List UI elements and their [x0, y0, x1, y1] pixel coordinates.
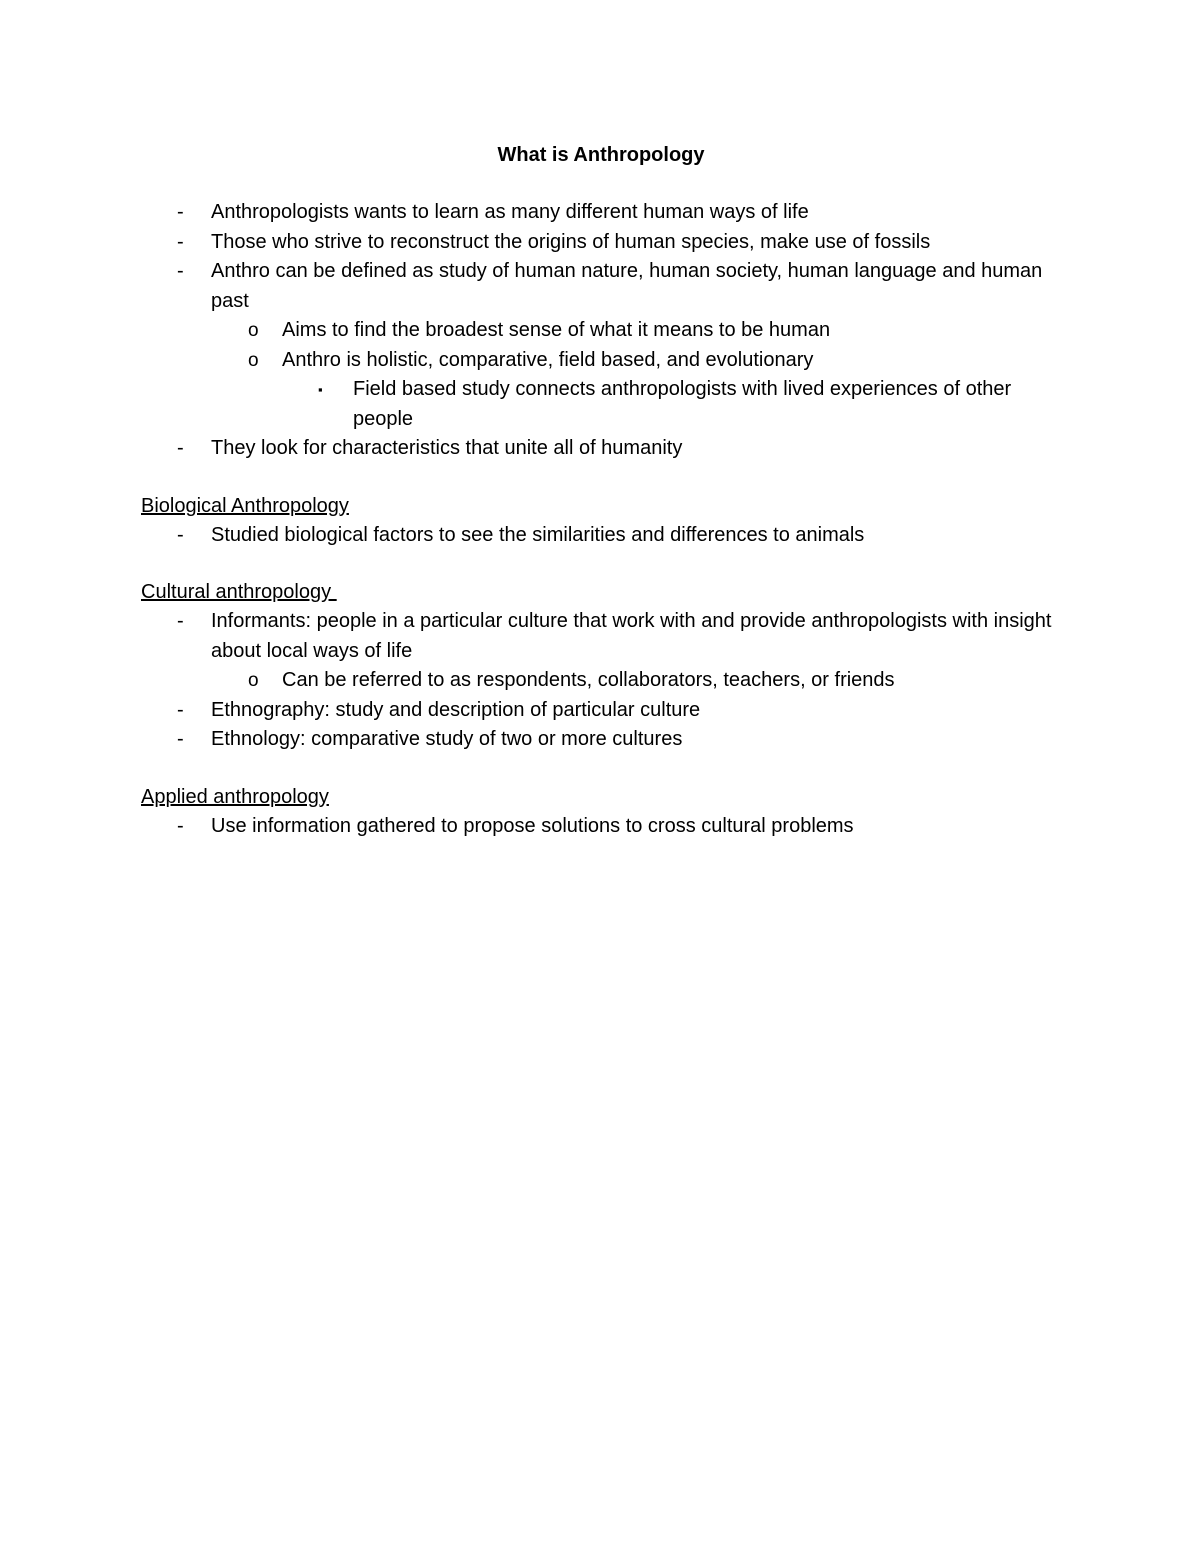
dash-bullet-icon: - [177, 260, 184, 282]
section-list [141, 521, 1061, 551]
list-item [141, 375, 1061, 434]
list-item [141, 346, 1061, 376]
list-item-text: Anthro can be defined as study of human nature, human society, human language and human past [211, 260, 1043, 312]
list-item-text: Field based study connects anthropologists with lived experiences of other people [353, 378, 1012, 430]
document-title: What is Anthropology [497, 144, 705, 166]
dash-bullet-icon: - [177, 201, 184, 223]
section-heading: Biological Anthropology [141, 494, 349, 517]
dash-bullet-icon: - [177, 230, 184, 253]
circle-bullet-icon: o [248, 320, 259, 341]
list-item-text: Can be referred to as respondents, collaborators, teachers, or friends [282, 669, 895, 691]
section-list [141, 812, 1061, 842]
list-item [141, 725, 1061, 755]
list-item [141, 666, 1061, 696]
list-item-text: They look for characteristics that unite all of humanity [211, 437, 683, 459]
list-item-text: Informants: people in a particular culture that work with and provide anthropologists with insight about local ways of life [211, 610, 1052, 662]
list-item-text: Aims to find the broadest sense of what it means to be human [282, 319, 831, 341]
dash-bullet-icon: - [177, 814, 184, 837]
list-item-text: Those who strive to reconstruct the origins of human species, make use of fossils [211, 230, 931, 253]
list-item [141, 198, 1061, 228]
section-applied [141, 782, 1061, 842]
dash-bullet-icon: - [177, 698, 184, 721]
list-item [141, 607, 1061, 666]
list-item-text: Ethnology: comparative study of two or more cultures [211, 728, 683, 750]
dash-bullet-icon: - [177, 437, 184, 459]
list-item [141, 434, 1061, 464]
list-item-text: Anthropologists wants to learn as many different human ways of life [211, 201, 809, 223]
section-cultural [141, 577, 1061, 755]
list-item [141, 812, 1061, 842]
section-heading: Cultural anthropology [141, 581, 337, 603]
list-item-text: Anthro is holistic, comparative, field based, and evolutionary [282, 348, 814, 371]
section-biological [141, 491, 1061, 551]
dash-bullet-icon: - [177, 728, 184, 750]
list-item [141, 696, 1061, 726]
list-item [141, 228, 1061, 258]
list-item [141, 521, 1061, 551]
intro-list [141, 198, 1061, 464]
square-bullet-icon: ▪ [318, 382, 323, 397]
list-item-text: Studied biological factors to see the similarities and differences to animals [211, 523, 865, 546]
circle-bullet-icon: o [248, 349, 259, 371]
list-item-text: Use information gathered to propose solutions to cross cultural problems [211, 814, 854, 837]
dash-bullet-icon: - [177, 610, 184, 632]
document-body [141, 140, 1061, 841]
circle-bullet-icon: o [248, 670, 259, 691]
section-heading: Applied anthropology [141, 785, 329, 808]
dash-bullet-icon: - [177, 523, 184, 546]
section-list [141, 607, 1061, 755]
list-item [141, 257, 1061, 316]
list-item [141, 316, 1061, 346]
list-item-text: Ethnography: study and description of particular culture [211, 698, 701, 721]
